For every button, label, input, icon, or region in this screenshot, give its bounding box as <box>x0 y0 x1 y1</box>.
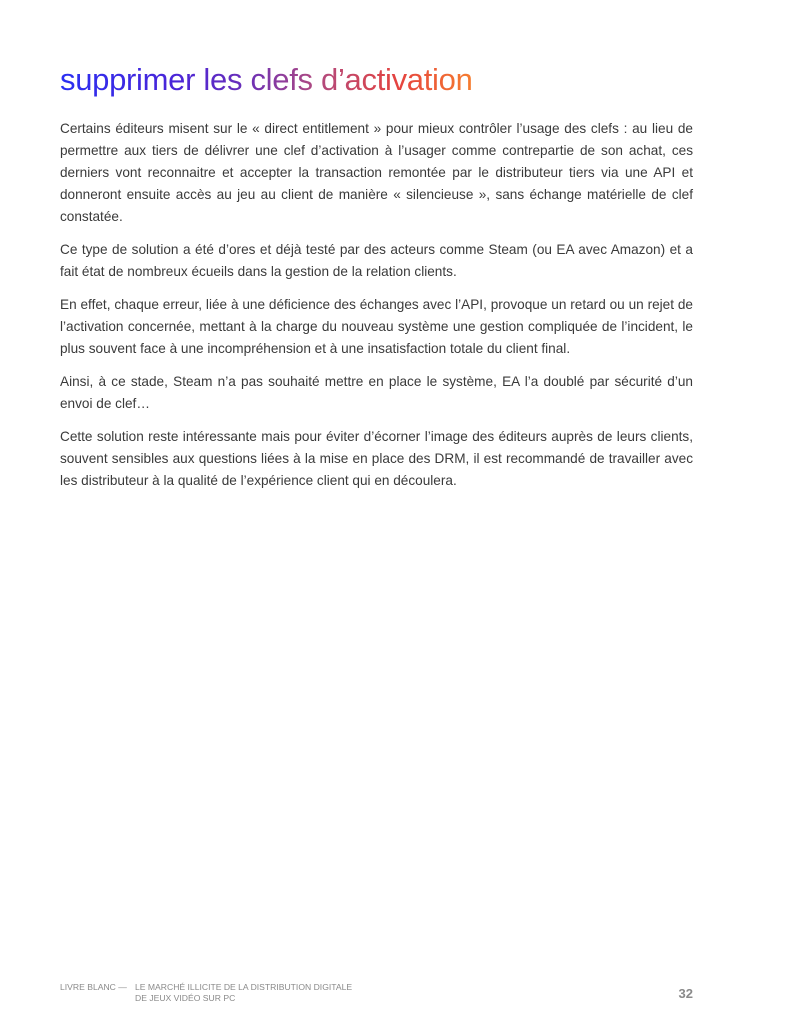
footer <box>60 982 352 1004</box>
paragraph: Ainsi, à ce stade, Steam n’a pas souhaité mettre en place le système, EA l’a doublé par sécurité d’un envoi de clef… <box>60 374 693 411</box>
paragraph: Ce type de solution a été d’ores et déjà testé par des acteurs comme Steam (ou EA avec Amazon) et a fait état de nombreux écueils dans la gestion de la relation clients. <box>60 242 693 279</box>
footer-title-line2: DE JEUX VIDÉO SUR PC <box>135 993 236 1003</box>
paragraph: En effet, chaque erreur, liée à une déficience des échanges avec l’API, provoque un retard ou un rejet de l’activation concernée, mettant à la charge du nouveau système une gestion compliquée de l’incident, le plus souvent face à une incompréhension et à une insatisfaction totale du client final. <box>60 297 693 356</box>
paragraph: Cette solution reste intéressante mais pour éviter d’écorner l’image des éditeurs auprès de leurs clients, souvent sensibles aux questions liées à la mise en place des DRM, il est recommandé de travailler avec les distributeur à la qualité de l’expérience client qui en découlera. <box>60 429 693 488</box>
section-title: supprimer les clefs d’activation <box>60 62 473 97</box>
paragraph: Certains éditeurs misent sur le « direct entitlement » pour mieux contrôler l’usage des clefs : au lieu de permettre aux tiers de délivrer une clef d’activation à l’usager comme contrepartie de son achat, ces derniers vont reconnaitre et accepter la transaction remontée par le distributeur tiers via une API et donneront ensuite accès au jeu au client de manière « silencieuse », sans échange matérielle de clef constatée. <box>60 121 693 224</box>
footer-label: LIVRE BLANC — <box>60 982 127 992</box>
footer-title-line1: LE MARCHÉ ILLICITE DE LA DISTRIBUTION DIGITALE <box>135 982 353 992</box>
body-text <box>60 118 693 503</box>
footer-title <box>135 982 352 1004</box>
page-number: 32 <box>678 986 693 1001</box>
